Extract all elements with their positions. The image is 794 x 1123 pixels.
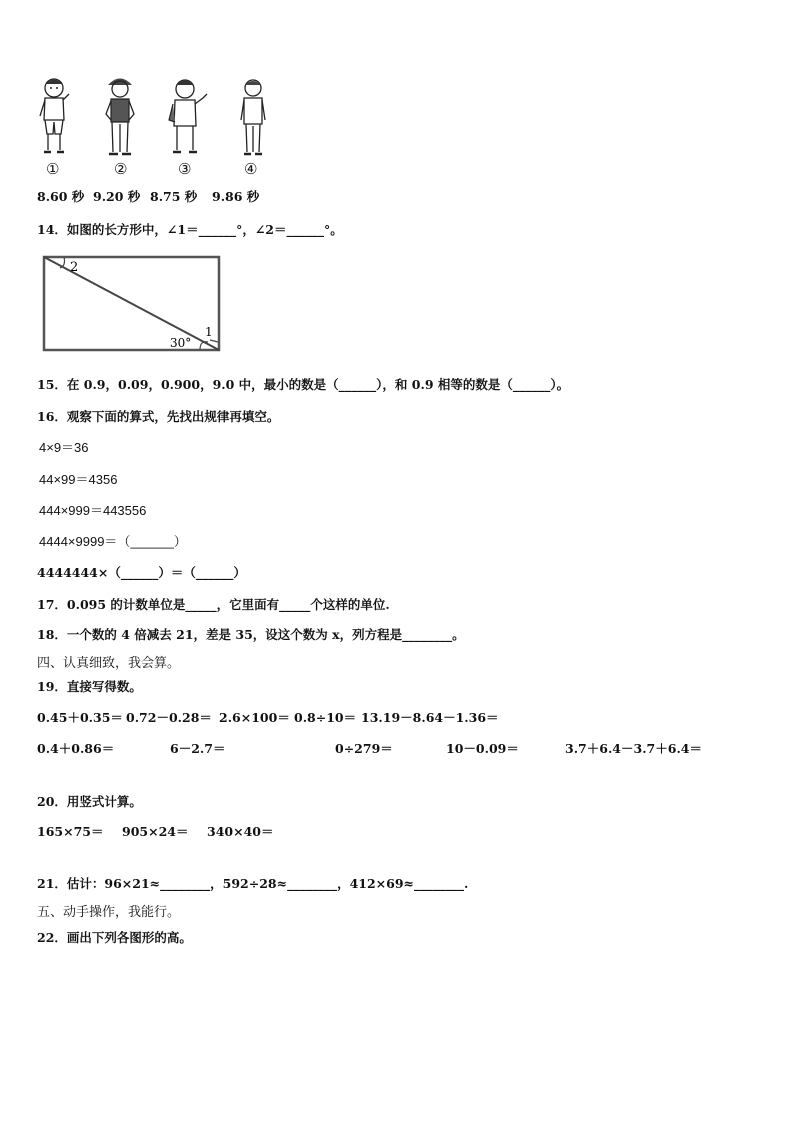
question-14: 14．如图的长方形中，∠1＝______°，∠2＝______°。 [37, 222, 343, 237]
figure-boy-4 [236, 76, 270, 160]
figure-time-1: 8.60 秒 [37, 189, 85, 204]
formula-line-2: 44×99＝4356 [39, 472, 118, 487]
formula-line-1: 4×9＝36 [39, 440, 89, 455]
angle-1-label: 1 [205, 325, 213, 339]
calc-1-4: 0.8÷10＝ [294, 710, 357, 725]
rectangle-diagram [40, 254, 224, 354]
figure-time-4: 9.86 秒 [212, 189, 260, 204]
question-22: 22．画出下列各图形的高。 [37, 930, 192, 945]
section-4-heading: 四、认真细致，我会算。 [37, 656, 181, 671]
figure-boy-1 [36, 76, 72, 160]
calc-2-4: 10－0.09＝ [446, 741, 519, 756]
figure-boy-3 [165, 76, 209, 160]
question-15: 15．在 0.9，0.09，0.900，9.0 中，最小的数是（______），和 0.9 相等的数是（______）。 [37, 377, 570, 392]
vertical-calc-2: 905×24＝ [122, 824, 189, 839]
vertical-calc-3: 340×40＝ [207, 824, 274, 839]
calc-2-5: 3.7＋6.4－3.7＋6.4＝ [565, 741, 702, 756]
calc-2-3: 0÷279＝ [335, 741, 393, 756]
question-21: 21．估计：96×21≈________，592÷28≈________，412×69≈________. [37, 876, 469, 891]
section-5-heading: 五、动手操作，我能行。 [37, 905, 181, 920]
figure-label-2: ② [114, 160, 128, 178]
question-17: 17．0.095 的计数单位是_____，它里面有_____个这样的单位. [37, 597, 390, 612]
calc-1-5: 13.19－8.64－1.36＝ [361, 710, 499, 725]
figure-label-1: ① [46, 160, 60, 178]
vertical-calc-1: 165×75＝ [37, 824, 104, 839]
figure-label-3: ③ [178, 160, 192, 178]
calc-1-1: 0.45＋0.35＝ [37, 710, 123, 725]
calc-2-2: 6－2.7＝ [170, 741, 226, 756]
calc-1-2: 0.72－0.28＝ [126, 710, 212, 725]
figure-label-4: ④ [244, 160, 258, 178]
question-20: 20．用竖式计算。 [37, 794, 142, 809]
figure-time-3: 8.75 秒 [150, 189, 198, 204]
question-16: 16．观察下面的算式，先找出规律再填空。 [37, 409, 280, 424]
formula-line-5: 4444444×（______）＝（______） [37, 565, 246, 580]
angle-30-label: 30° [170, 336, 192, 350]
figure-time-2: 9.20 秒 [93, 189, 141, 204]
figure-boy-2 [102, 74, 138, 160]
calc-2-1: 0.4＋0.86＝ [37, 741, 115, 756]
formula-line-4: 4444×9999＝（______） [39, 534, 187, 549]
formula-line-3: 444×999＝443556 [39, 503, 147, 518]
question-18: 18．一个数的 4 倍减去 21，差是 35，设这个数为 x，列方程是________。 [37, 627, 465, 642]
calc-1-3: 2.6×100＝ [219, 710, 290, 725]
question-19: 19．直接写得数。 [37, 679, 142, 694]
angle-2-label: 2 [70, 260, 79, 275]
